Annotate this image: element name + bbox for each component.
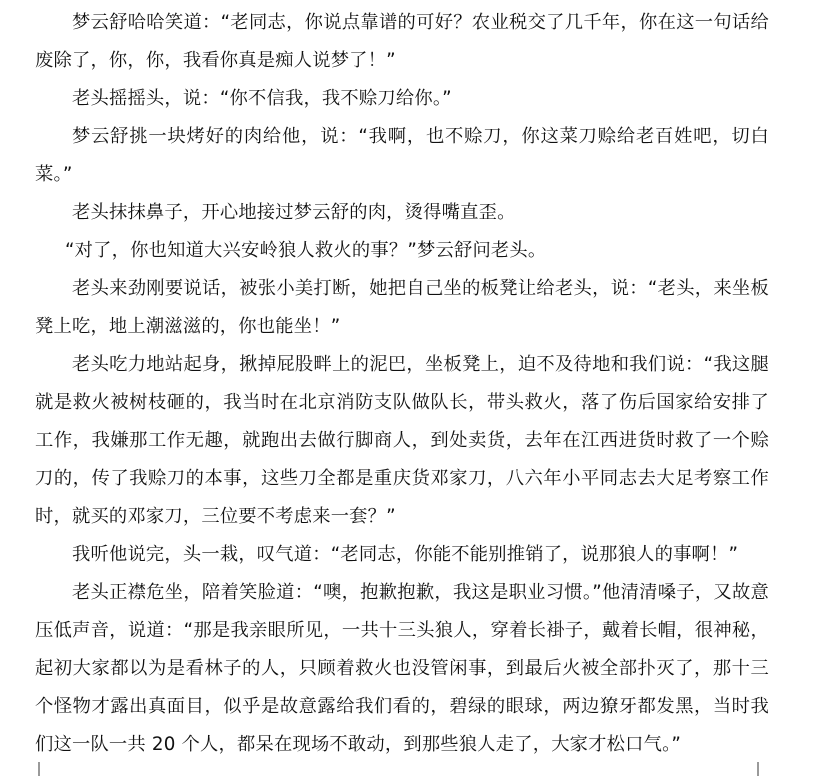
paragraph-3: 梦云舒挑一块烤好的肉给他，说：“我啊，也不赊刀，你这菜刀赊给老百姓吧，切白菜。” xyxy=(35,126,769,185)
paragraph-6: 老头来劲刚要说话，被张小美打断，她把自己坐的板凳让给老头，说：“老头，来坐板凳上吃，地上潮滋滋的，你也能坐！” xyxy=(35,278,769,337)
paragraph-8: 我听他说完，头一栽，叹气道：“老同志，你能不能别推销了，说那狼人的事啊！” xyxy=(72,544,739,565)
paragraph-2: 老头摇摇头，说：“你不信我，我不赊刀给你。” xyxy=(72,88,452,109)
paragraph-9: 老头正襟危坐，陪着笑脸道：“噢，抱歉抱歉，我这是职业习惯。”他清清嗓子，又故意压低声音，说道：“那是我亲眼所见，一共十三头狼人，穿着长褂子，戴着长帽，很神秘，起初大家都以为是看林子的人，只顾着救火也没管闲事，到最后火被全部扑灭了，那十三个怪物才露出真面目，似乎是故意露给我们看的，碧绿的眼球，两边獠牙都发黑，当时我们这一队一共 20 个人，都呆在现场不敢动，到那些狼人走了，大家才松口气。” xyxy=(35,582,769,755)
paragraph-5: “对了，你也知道大兴安岭狼人救火的事？”梦云舒问老头。 xyxy=(65,240,547,261)
page-margin-mark-left xyxy=(38,762,40,776)
page-margin-mark-right xyxy=(757,762,759,776)
paragraph-4: 老头抹抹鼻子，开心地接过梦云舒的肉，烫得嘴直歪。 xyxy=(72,202,516,223)
paragraph-7: 老头吃力地站起身，揪掉屁股畔上的泥巴，坐板凳上，迫不及待地和我们说：“我这腿就是救火被树枝砸的，我当时在北京消防支队做队长，带头救火，落了伤后国家给安排了工作，我嫌那工作无趣，就跑出去做行脚商人，到处卖货，去年在江西进货时救了一个赊刀的，传了我赊刀的本事，这些刀全都是重庆货邓家刀，八六年小平同志去大足考察工作时，就买的邓家刀，三位要不考虑来一套？” xyxy=(35,354,769,527)
paragraph-1: 梦云舒哈哈笑道：“老同志，你说点靠谱的可好？农业税交了几千年，你在这一句话给废除了，你，你，我看你真是痴人说梦了！” xyxy=(35,12,769,71)
